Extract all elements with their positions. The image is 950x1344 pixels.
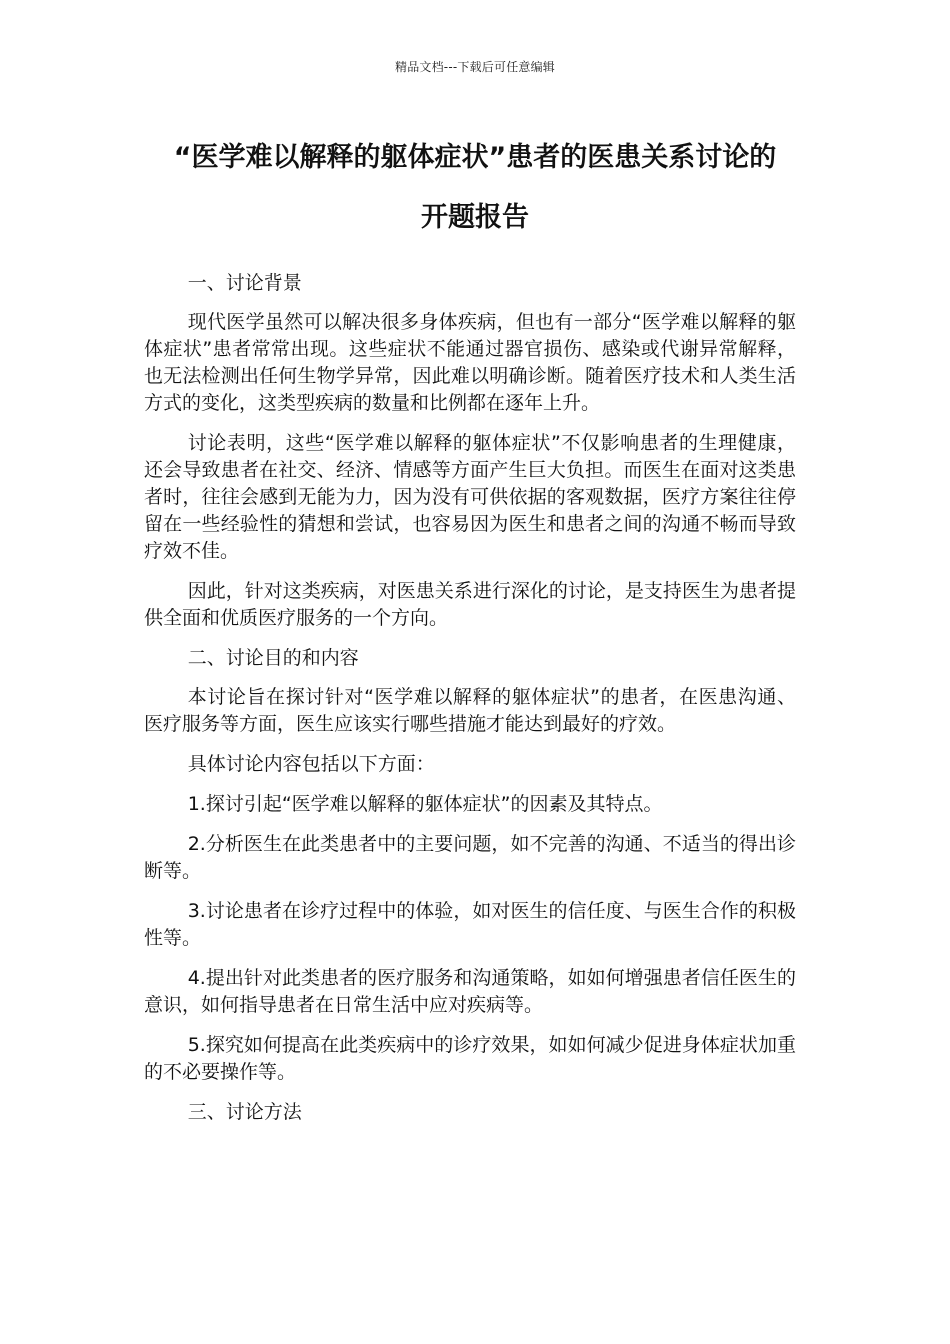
document-title bbox=[100, 128, 850, 248]
list-item: 3.讨论患者在诊疗过程中的体验，如对医生的信任度、与医生合作的积极性等。 bbox=[144, 900, 796, 949]
list-item: 2.分析医生在此类患者中的主要问题，如不完善的沟通、不适当的得出诊断等。 bbox=[144, 833, 796, 882]
paragraph: 讨论表明，这些“医学难以解释的躯体症状”不仅影响患者的生理健康，还会导致患者在社交、经济、情感等方面产生巨大负担。而医生在面对这类患者时，往往会感到无能为力，因为没有可供依据的客观数据，医疗方案往往停留在一些经验性的猜想和尝试，也容易因为医生和患者之间的沟通不畅而导致疗效不佳。 bbox=[144, 432, 796, 562]
document-body bbox=[144, 270, 796, 1138]
title-line-2: 开题报告 bbox=[421, 202, 529, 233]
header-note: 精品文档---下载后可任意编辑 bbox=[395, 60, 555, 74]
list-item: 5.探究如何提高在此类疾病中的诊疗效果，如如何减少促进身体症状加重的不必要操作等。 bbox=[144, 1034, 796, 1083]
title-line-1: “医学难以解释的躯体症状”患者的医患关系讨论的 bbox=[173, 142, 777, 173]
paragraph: 因此，针对这类疾病，对医患关系进行深化的讨论，是支持医生为患者提供全面和优质医疗服务的一个方向。 bbox=[144, 580, 796, 629]
section-heading-background: 一、讨论背景 bbox=[187, 272, 302, 294]
list-item: 1.探讨引起“医学难以解释的躯体症状”的因素及其特点。 bbox=[187, 793, 663, 815]
list-item: 4.提出针对此类患者的医疗服务和沟通策略，如如何增强患者信任医生的意识，如何指导患者在日常生活中应对疾病等。 bbox=[144, 967, 796, 1016]
paragraph: 本讨论旨在探讨针对“医学难以解释的躯体症状”的患者，在医患沟通、医疗服务等方面，医生应该实行哪些措施才能达到最好的疗效。 bbox=[144, 686, 796, 735]
section-heading-method: 三、讨论方法 bbox=[187, 1101, 302, 1123]
paragraph: 现代医学虽然可以解决很多身体疾病，但也有一部分“医学难以解释的躯体症状”患者常常出现。这些症状不能通过器官损伤、感染或代谢异常解释，也无法检测出任何生物学异常，因此难以明确诊断。随着医疗技术和人类生活方式的变化，这类型疾病的数量和比例都在逐年上升。 bbox=[144, 311, 796, 414]
section-heading-purpose: 二、讨论目的和内容 bbox=[187, 647, 359, 669]
paragraph: 具体讨论内容包括以下方面： bbox=[187, 753, 435, 775]
